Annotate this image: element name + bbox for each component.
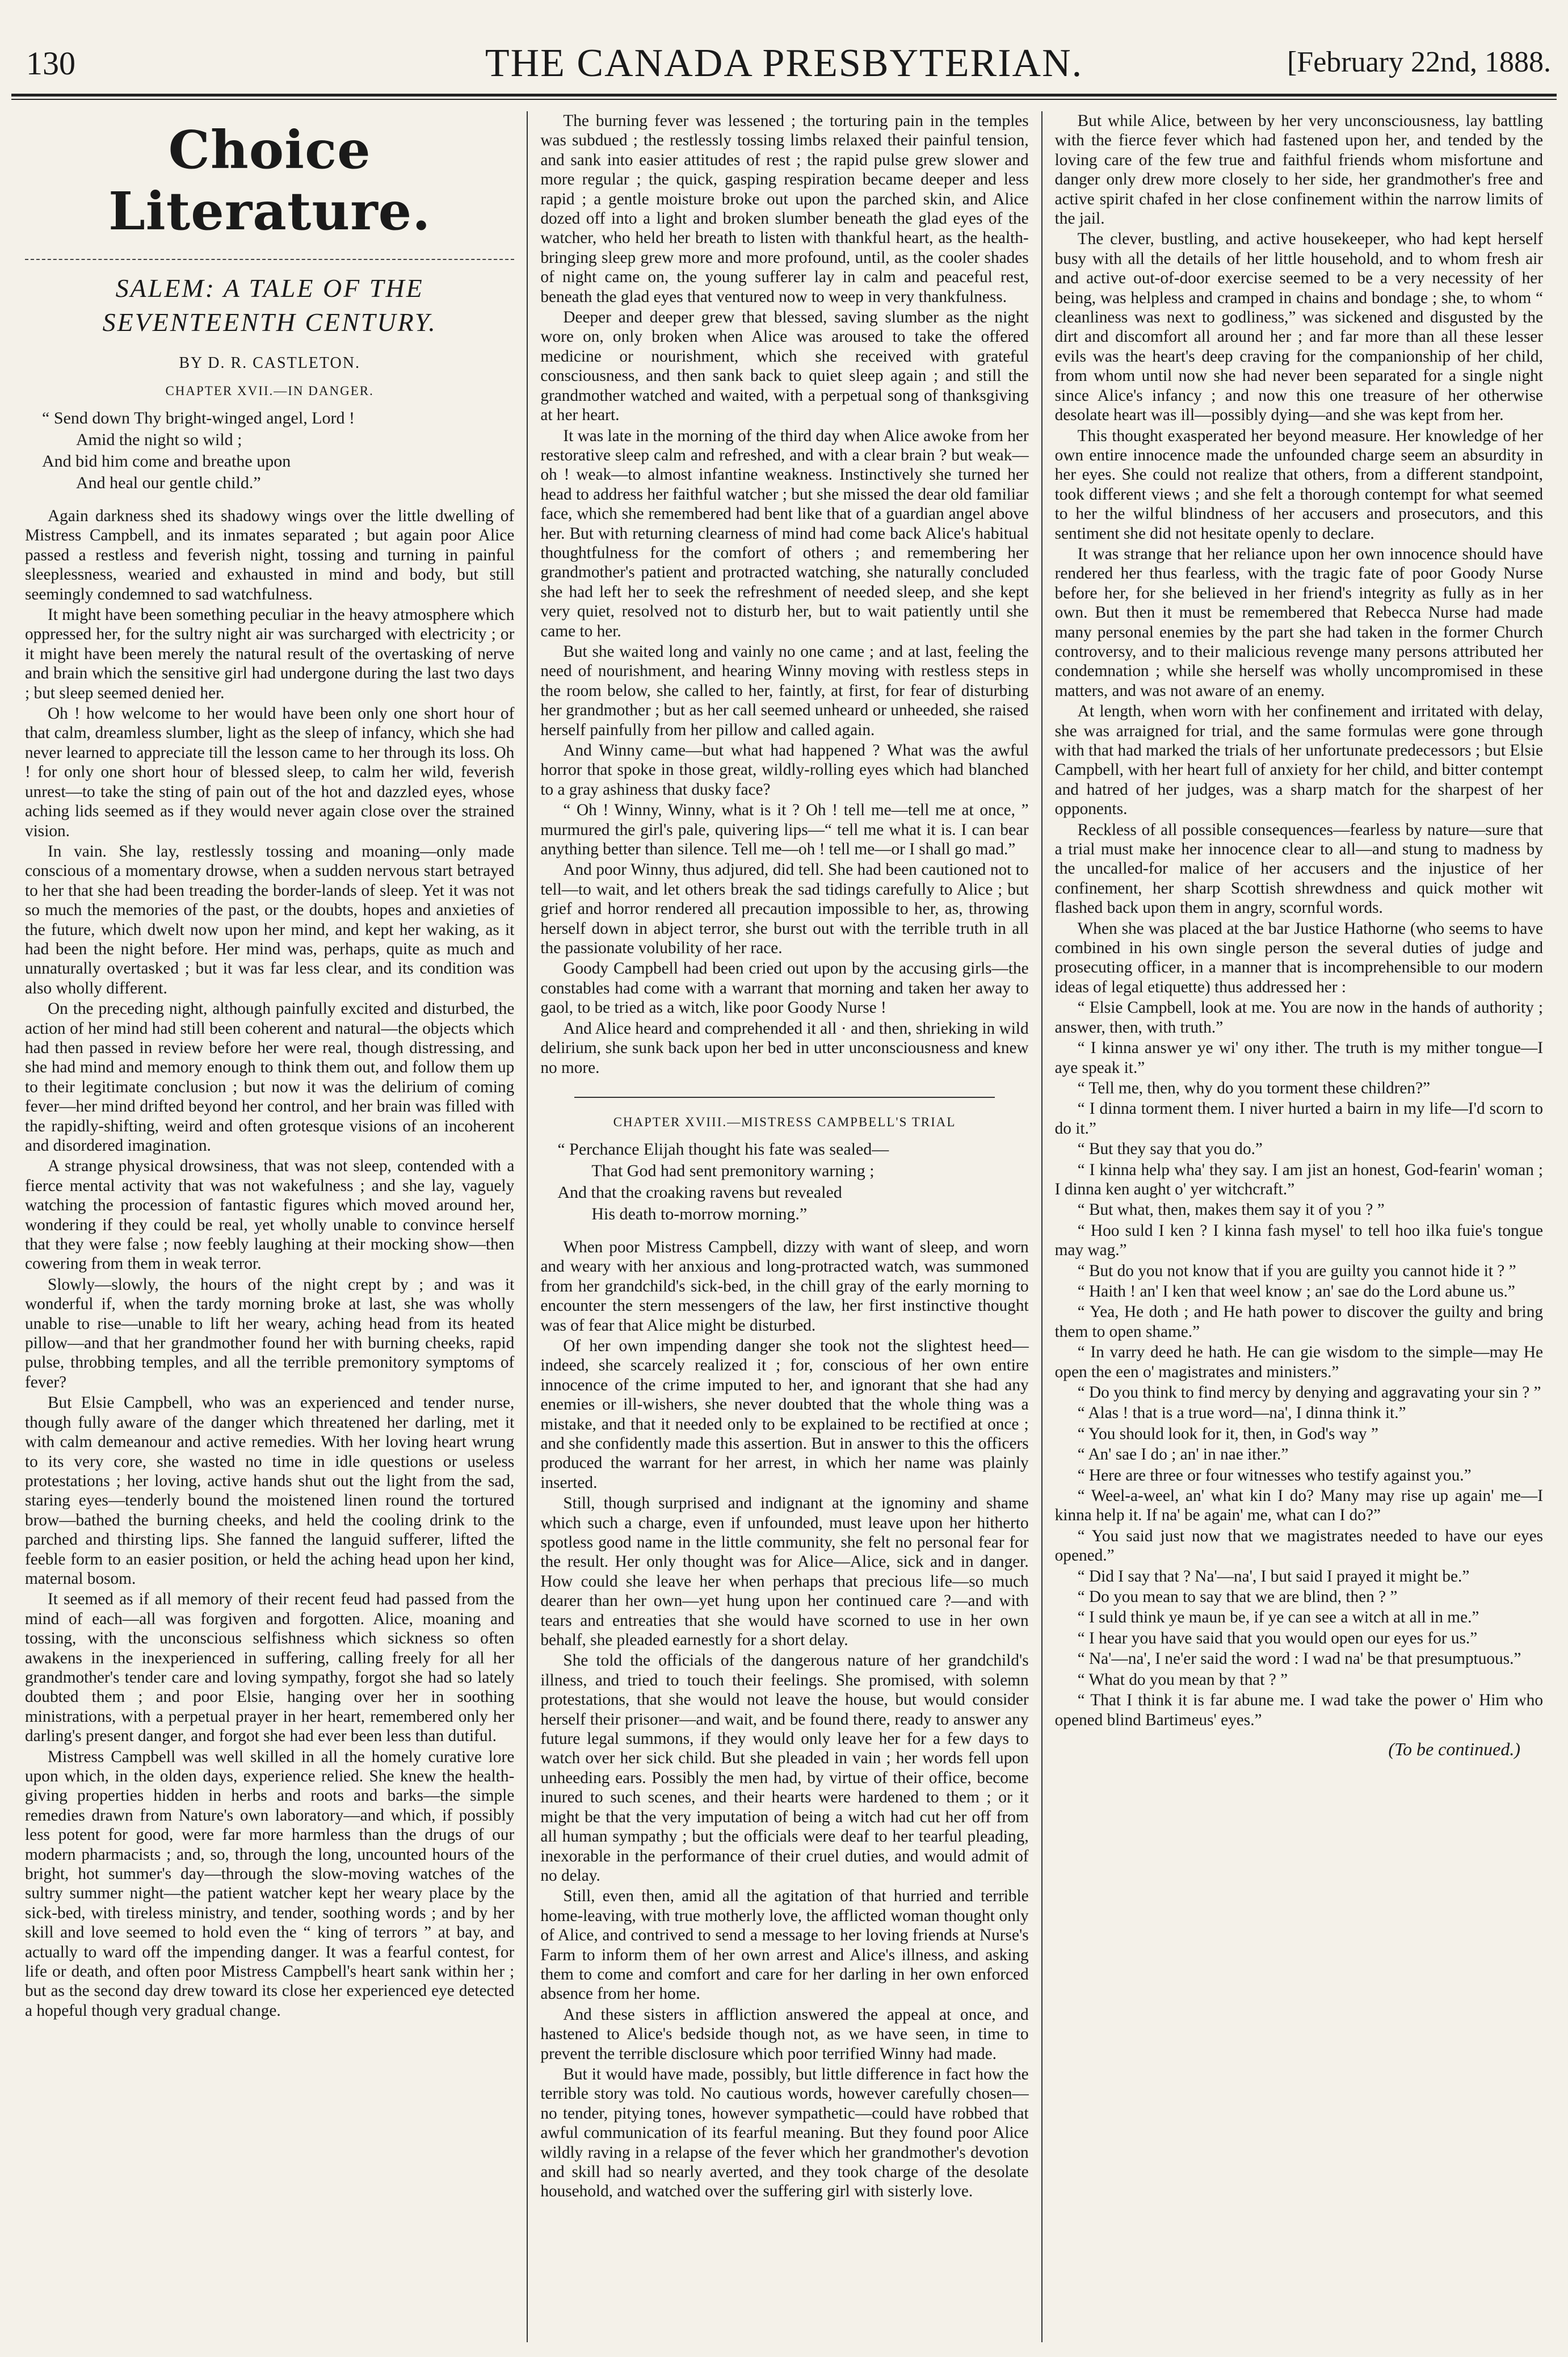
column-1 [12, 111, 527, 2342]
paragraph: “ An' sae I do ; an' in nae ither.” [1077, 1445, 1289, 1464]
paragraph: “ Weel-a-weel, an' what kin I do? Many may rise up again' me—I kinna help it. If na' be again' me, what can I do?” [1054, 1487, 1543, 1525]
paragraph: At length, when worn with her confinement and irritated with delay, she was arraigned for trial, and the same formulas were gone through with that had marked the trials of her unfortunate predecessors ; but Elsie Campbell, with her heart full of anxiety for her child, and bitter contempt and hatred of her judges, was a sharp match for the sharpest of her opponents. [1054, 702, 1543, 819]
paragraph: “ I dinna torment them. I niver hurted a bairn in my life—I'd scorn to do it.” [1054, 1100, 1543, 1138]
paragraph: “ That I think it is far abune me. I wad take the power o' Him who opened blind Bartimeus' eyes.” [1054, 1691, 1543, 1729]
verse-line: That God had sent premonitory warning ; [591, 1161, 875, 1180]
paragraph: And poor Winny, thus adjured, did tell. She had been cautioned not to tell—to wait, and let others break the sad tidings carefully to Alice ; but grief and horror rendered all precaution impossible to her, as, throwing herself down in abject terror, she burst out with the terrible truth in all the passionate volubility of her race. [540, 861, 1029, 958]
paragraph: It seemed as if all memory of their recent feud had passed from the mind of each—all was forgiven and forgotten. Alice, moaning and tossing, with the unconscious selfishness which sickness so often awakens in the inexperienced in suffering, calling freely for all her grandmother's tender care and loving sympathy, forgot she had so lately doubted them ; and poor Elsie, hanging over her in soothing ministrations, with a perpetual prayer in her heart, remembered only her darling's present danger, and forgot she had ever been less than dutiful. [25, 1590, 515, 1746]
header-rule-thin [11, 99, 1557, 100]
paragraph: “ Elsie Campbell, look at me. You are now in the hands of authority ; answer, then, with truth.” [1054, 999, 1543, 1037]
paragraph: “ I hear you have said that you would open our eyes for us.” [1077, 1629, 1478, 1647]
byline: BY D. R. CASTLETON. [179, 354, 360, 372]
paragraph: When poor Mistress Campbell, dizzy with want of sleep, and worn and weary with her anxious and long-protracted watch, was summoned from her grandchild's sick-bed, in the chill gray of the early morning to encounter the stern messengers of the law, her first instinctive thought was of fear that Alice might be disturbed. [540, 1238, 1029, 1335]
issue-date: [February 22nd, 1888. [1287, 46, 1551, 78]
paragraph: Mistress Campbell was well skilled in all the homely curative lore upon which, in the olden days, experience relied. She knew the health-giving properties hidden in herbs and roots and barks—the simple remedies drawn from Nature's own laboratory—and which, if possibly less potent for good, were far more harmless than the drugs of our modern pharmacists ; and, so, through the long, uncounted hours of the bright, hot summer's day—through the slow-moving watches of the sultry summer night—the patient watcher kept her weary place by the sick-bed, with tireless ministry, and tender, soothing words ; and by her skill and love seemed to hold even the “ king of terrors ” at bay, and actually to ward off the impending danger. It was a fearful contest, for life or death, and often poor Mistress Campbell's heart sank within her ; but as the second day drew toward its close her experienced eye detected a hopeful though very gradual change. [25, 1747, 515, 2020]
paragraph: Oh ! how welcome to her would have been only one short hour of that calm, dreamless slumber, light as the sleep of infancy, which she had never learned to appreciate till the lesson came to her through its loss. Oh ! for only one short hour of blessed sleep, to calm her wild, feverish unrest—to take the sting of pain out of the hot and dazzled eyes, whose aching lids seemed as if they would never again close over the strained vision. [25, 704, 515, 840]
paragraph: “ I suld think ye maun be, if ye can see a witch at all in me.” [1077, 1608, 1479, 1627]
column-3 [1041, 111, 1556, 2342]
paragraph: A strange physical drowsiness, that was not sleep, contended with a fierce mental activity that was not wakefulness ; and she lay, vaguely watching the procession of fantastic figures which moved around her, wondering if they could be real, yet wholly unable to convince herself that they were false ; now feebly laughing at their mocking show—then cowering from them in weak terror. [25, 1157, 515, 1273]
paragraph: “ Hoo suld I ken ? I kinna fash mysel' to tell hoo ilka fuie's tongue may wag.” [1054, 1221, 1543, 1260]
paragraph: “ Do you think to find mercy by denying and aggravating your sin ? ” [1077, 1383, 1541, 1402]
column-2 [527, 111, 1041, 2342]
verse-line: And bid him come and breathe upon [42, 452, 291, 471]
to-be-continued: (To be continued.) [1388, 1738, 1520, 1759]
paragraph: It might have been something peculiar in the heavy atmosphere which oppressed her, for the sultry night air was surcharged with electricity ; or it might have been merely the natural result of the overtasking of nerve and brain which the sensitive girl had undergone during the last two days ; but sleep seemed denied her. [25, 606, 515, 702]
paragraph: Still, though surprised and indignant at the ignominy and shame which such a charge, even if unfounded, must leave upon her hitherto spotless good name in the little community, she felt no personal fear for the result. Her only thought was for Alice—Alice, sick and in danger. How could she leave her when perhaps that precious life—so much dearer than her own—yet hung upon her continued care ?—and with tears and entreaties that she would have scorned to use in her own behalf, she pleaded earnestly for a short delay. [540, 1494, 1029, 1650]
paragraph: And Alice heard and comprehended it all · and then, shrieking in wild delirium, she sunk back upon her bed in utter unconsciousness and knew no more. [540, 1019, 1029, 1077]
chapter-epigraph [42, 408, 514, 494]
paragraph: On the preceding night, although painfully excited and disturbed, the action of her mind had still been coherent and natural—the objects which had then passed in review before her were real, though distressing, and she had mind and memory enough to think them out, and follow them up to their legitimate conclusion ; but now it was the delirium of coming fever—her mind drifted beyond her control, and her brain was filled with the rapidly-shifting, weird and often grotesque visions of an incoherent and disordered imagination. [25, 1000, 515, 1155]
paragraph: “ But do you not know that if you are guilty you cannot hide it ? ” [1077, 1261, 1516, 1280]
verse-line: And that the croaking ravens but revealed [557, 1182, 842, 1202]
verse-line: And heal our gentle child.” [76, 473, 261, 492]
paragraph: And Winny came—but what had happened ? What was the awful horror that spoke in those great, wildly-rolling eyes which had blanched to a gray ashiness that dusky face? [540, 741, 1029, 799]
paragraph: Of her own impending danger she took not the slightest heed—indeed, she scarcely realized it ; for, conscious of her own entire innocence of the crime imputed to her, and ignorant that she had any enemies or ill-wishers, she never doubted that the whole thing was a mistake, and that it needed only to be explained to be rectified at once ; and she confidently made this assertion. But in answer to this the officers produced the warrant for her arrest, in which her name was plainly inserted. [540, 1336, 1029, 1492]
paragraph: Again darkness shed its shadowy wings over the little dwelling of Mistress Campbell, and its inmates separated ; but again poor Alice passed a restless and feverish night, tossing and turning in painful sleeplessness, wearied and exhausted in mind and body, but still seemingly condemned to sad watchfulness. [25, 507, 515, 603]
paragraph: Slowly—slowly, the hours of the night crept by ; and was it wonderful if, when the tardy morning broke at last, she was wholly unable to rise—unable to lift her weary, aching head from its heated pillow—and that her grandmother found her with burning cheeks, rapid pulse, throbbing temples, and all the terrible premonitory symptoms of fever? [25, 1275, 515, 1391]
paragraph: “ Tell me, then, why do you torment these children?” [1077, 1079, 1431, 1097]
paragraph: “ But what, then, makes them say it of you ? ” [1077, 1201, 1385, 1219]
chapter-heading: CHAPTER XVIII.—MISTRESS CAMPBELL'S TRIAL [613, 1114, 956, 1129]
paragraph: “ Alas ! that is a true word—na', I dinna think it.” [1077, 1404, 1406, 1423]
paragraph: This thought exasperated her beyond measure. Her knowledge of her own entire innocence made the unfounded charge seem an absurdity in her eyes. She could not realize that others, from a different standpoint, took different views ; and she felt a thorough contempt for what seemed to her the wilful blindness of her accusers and prosecutors, and this sentiment she did not hesitate openly to declare. [1054, 426, 1543, 543]
paragraph: It was strange that her reliance upon her own innocence should have rendered her thus fearless, with the tragic fate of poor Goody Nurse before her, for she believed in her friend's integrity as fully as in her own. But then it must be remembered that Rebecca Nurse had made many personal enemies by the part she had taken in the former Church controversy, and to their malicious revenge many persons attributed her condemnation ; while she herself was wholly uncompromised in these matters, and was not aware of an enemy. [1054, 544, 1543, 700]
page-header [0, 0, 1568, 102]
text-columns [12, 111, 1556, 2342]
chapter-divider [574, 1097, 994, 1098]
paragraph: “ In varry deed he hath. He can gie wisdom to the simple—may He open the een o' magistrates and ministers.” [1054, 1343, 1543, 1381]
paragraph: It was late in the morning of the third day when Alice awoke from her restorative sleep calm and refreshed, and with a clear brain ? but weak—oh ! weak—to almost infantine weakness. Instinctively she turned her head to address her faithful watcher ; but she missed the dear old familiar face, which she remembered had bent like that of a guardian angel above her. But with returning clearness of mind had come back Alice's habitual thoughtfulness for the comfort of others ; and remembering her grandmother's patient and protracted watching, she naturally concluded she had left her to seek the refreshment of needed sleep, and she kept very quiet, resolved not to disturb her, but to wait patiently until she came to her. [540, 426, 1029, 640]
paragraph: “ Na'—na', I ne'er said the word : I wad na' be that presumptuous.” [1077, 1650, 1521, 1668]
paragraph: “ Here are three or four witnesses who testify against you.” [1077, 1466, 1472, 1484]
paragraph: In vain. She lay, restlessly tossing and moaning—only made conscious of a momentary drowse, when a sudden nervous start betrayed to her that she had been treading the border-lands of sleep. Yet it was not so much the memories of the past, or the doubts, hopes and anxieties of the future, which dwelt now upon her mind, and kept her waking, as it had been the night before. Her mind was, perhaps, quite as much and unnaturally overtasked ; but it was far less clear, and its condition was also wholly different. [25, 842, 515, 997]
paragraph: But Elsie Campbell, who was an experienced and tender nurse, though fully aware of the danger which threatened her darling, met it with calm demeanour and active remedies. With her loving heart wrung to its very core, she wasted no time in idle questions or useless protestations ; her loving, active hands shut out the light from the sad, staring eyes—tenderly bound the moistened linen round the tortured brow—bathed the burning cheeks, and held the cooling drink to the parched and thirsting lips. She fanned the languid sufferer, lifted the feeble form to an easier position, or held the aching head upon her kind, maternal bosom. [25, 1394, 515, 1588]
paragraph: “ Did I say that ? Na'—na', I but said I prayed it might be.” [1077, 1567, 1470, 1586]
paragraph: “ You should look for it, then, in God's way ” [1077, 1424, 1378, 1443]
paragraph: “ I kinna help wha' they say. I am jist an honest, God-fearin' woman ; I dinna ken aught o' yer witchcraft.” [1054, 1160, 1543, 1198]
paragraph: “ You said just now that we magistrates needed to have our eyes opened.” [1054, 1526, 1543, 1565]
paragraph: Still, even then, amid all the agitation of that hurried and terrible home-leaving, with true motherly love, the afflicted woman thought only of Alice, and contrived to send a message to her loving friends at Nurse's Farm to inform them of her own arrest and Alice's illness, and asking them to come and comfort and care for her darling in her own enforced absence from her home. [540, 1887, 1029, 2003]
paragraph: Reckless of all possible consequences—fearless by nature—sure that a trial must make her innocence clear to all—and stung to madness by the uncalled-for malice of her accusers and the injustice of her confinement, her sharp Scottish shrewdness and quick mother wit flashed back upon them in angry, scornful words. [1054, 820, 1543, 917]
paragraph: “ But they say that you do.” [1077, 1140, 1263, 1159]
paragraph: The burning fever was lessened ; the torturing pain in the temples was subdued ; the restlessly tossing limbs relaxed their painful tension, and sank into easier attitudes of rest ; the rapid pulse grew slower and more regular ; the quick, gasping respiration became deeper and less rapid ; a gentle moisture broke out upon the parched skin, and Alice dozed off into a light and broken slumber beneath the glad eyes of the watcher, who held her breath to listen with thankful heart, as the health-bringing sleep grew more and more profound, until, as the cooler shades of night came on, the young sufferer lay in calm and peaceful rest, beneath the glad eyes that ventured now to weep in very thankfulness. [540, 112, 1029, 306]
paragraph: She told the officials of the dangerous nature of her grandchild's illness, and tried to touch their feelings. She promised, with solemn protestations, that she would not leave the house, but would consider herself their prisoner—and wait, and be found there, ready to answer any future legal summons, if they would only leave her for a few days to watch over her sick child. But she pleaded in vain ; her words fell upon unheeding ears. Possibly the men had, by virtue of their office, become inured to such scenes, and their hearts were hardened to them ; or it might be that the very imputation of being a witch had cut her off from all human sympathy ; but the officials were deaf to her tearful pleading, inexorable in the performance of their cruel duties, and would admit of no delay. [540, 1651, 1029, 1885]
running-title: THE CANADA PRESBYTERIAN. [485, 41, 1083, 85]
paragraph: When she was placed at the bar Justice Hathorne (who seems to have combined in his own single person the several duties of judge and prosecuting officer, in a manner that is incomprehensible to our modern ideas of legal etiquette) thus addressed her : [1054, 919, 1543, 996]
page-number: 130 [26, 45, 75, 82]
chapter-epigraph [557, 1139, 1028, 1225]
verse-line: “ Perchance Elijah thought his fate was sealed— [557, 1139, 889, 1159]
paragraph: Deeper and deeper grew that blessed, saving slumber as the night wore on, only broken when Alice was aroused to take the offered medicine or nourishment, which she received with grateful consciousness, and then sank back to quiet sleep again ; and still the grandmother watched and waited, with a perpetual song of thanksgiving at her heart. [540, 308, 1029, 425]
story-title: SALEM: A TALE OF THE SEVENTEENTH CENTURY. [25, 259, 514, 339]
paragraph: But it would have made, possibly, but little difference in fact how the terrible story was told. No cautious words, however carefully chosen—no tender, pitying tones, however sympathetic—could have robbed that awful communication of its fearful meaning. But they found poor Alice wildly raving in a relapse of the fever which her grandmother's devotion and skill had so nearly averted, and they took charge of the desolate household, and watched over the suffering girl with sisterly love. [540, 2065, 1029, 2201]
verse-line: His death to-morrow morning.” [591, 1204, 808, 1223]
paragraph: “ Haith ! an' I ken that weel know ; an' sae do the Lord abune us.” [1077, 1282, 1515, 1301]
paragraph: “ Yea, He doth ; and He hath power to discover the guilty and bring them to open shame.” [1054, 1303, 1543, 1341]
paragraph: “ Do you mean to say that we are blind, then ? ” [1077, 1588, 1398, 1607]
paragraph: The clever, bustling, and active housekeeper, who had kept herself busy with all the details of her little household, and to whom fresh air and active out-of-door exercise seemed to be a very necessity of her being, was helpless and cramped in chains and bondage ; she, to whom “ cleanliness was next to godliness,” was sickened and disgusted by the dirt and discomfort all around her ; and far more than all these lesser evils was the heart's deep craving for the companionship of her child, from whom until now she had never been separated for a single night since Alice's infancy ; and now this one treasure of her otherwise desolate heart was ill—possibly dying—and she was kept from her. [1054, 230, 1543, 425]
paragraph: Goody Campbell had been cried out upon by the accusing girls—the constables had come with a warrant that morning and taken her away to gaol, to be tried as a witch, like poor Goody Nurse ! [540, 959, 1029, 1017]
chapter-heading: CHAPTER XVII.—IN DANGER. [165, 384, 374, 398]
header-rule [11, 94, 1557, 97]
paragraph: But she waited long and vainly no one came ; and at last, feeling the need of nourishment, and hearing Winny moving with restless steps in the room below, she called to her, faintly, at first, for fear of disturbing her grandmother ; but as her call seemed unheard or unheeded, she raised herself painfully from her pillow and called again. [540, 642, 1029, 739]
paragraph: “ I kinna answer ye wi' ony ither. The truth is my mither tongue—I aye speak it.” [1054, 1039, 1543, 1077]
paragraph: “ What do you mean by that ? ” [1077, 1670, 1288, 1689]
paragraph: “ Oh ! Winny, Winny, what is it ? Oh ! tell me—tell me at once, ” murmured the girl's pale, quivering lips—“ tell me what it is. I can bear anything better than silence. Tell me—oh ! tell me—or I shall go mad.” [540, 801, 1029, 859]
paragraph: But while Alice, between by her very unconsciousness, lay battling with the fierce fever which had fastened upon her, and tended by the loving care of the few true and faithful friends whom misfortune and danger only drew more closely to her side, her grandmother's free and active spirit chafed in her close confinement within the narrow limits of the jail. [1054, 112, 1543, 228]
verse-line: “ Send down Thy bright-winged angel, Lord ! [42, 409, 355, 427]
verse-line: Amid the night so wild ; [76, 430, 242, 449]
section-title: Choice Literature. [108, 119, 431, 242]
paragraph: And these sisters in affliction answered the appeal at once, and hastened to Alice's bedside though not, as we have seen, in time to prevent the terrible disclosure which poor terrified Winny had made. [540, 2005, 1029, 2063]
